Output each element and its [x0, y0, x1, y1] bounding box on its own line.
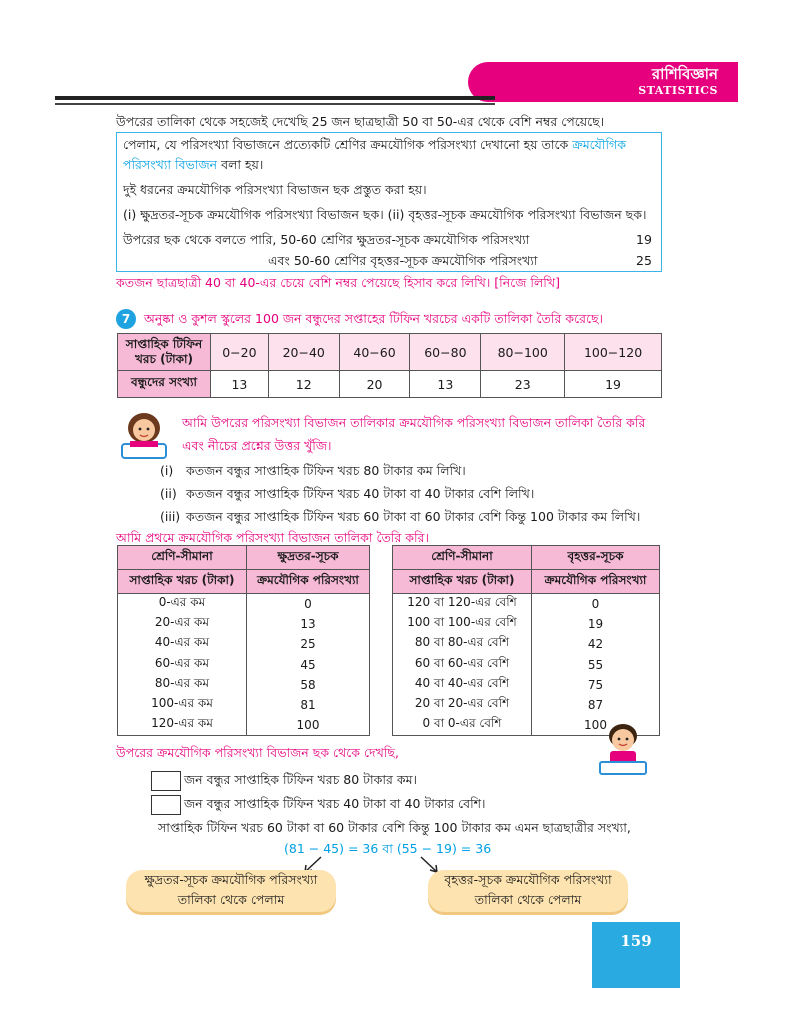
header-rule-thin — [55, 103, 495, 105]
table-cell: 100 বা 100-এর বেশি — [393, 614, 532, 634]
chapter-title-en: STATISTICS — [638, 84, 718, 97]
column-header: বৃহত্তর-সূচক — [532, 546, 660, 570]
table-cell: 75 — [532, 675, 660, 695]
column-header: ক্রমযৌগিক পরিসংখ্যা — [247, 570, 370, 594]
table-cell: 0-এর কম — [118, 594, 247, 615]
table-cell: 40 বা 40-এর বেশি — [393, 675, 532, 695]
chapter-title-bn: রাশিবিজ্ঞান — [651, 65, 718, 83]
table-row-label: বন্ধুদের সংখ্যা — [118, 371, 211, 398]
column-header: সাপ্তাহিক খরচ (টাকা) — [118, 570, 247, 594]
question-num-2: (ii) — [160, 486, 177, 501]
table-cell: 60-এর কম — [118, 655, 247, 675]
blank-line-1: জন বন্ধুর সাপ্তাহিক টিফিন খরচ 80 টাকার কম। — [184, 772, 417, 787]
definition-line-1: পেলাম, যে পরিসংখ্যা বিভাজনে প্রত্যেকটি শ্রেণির ক্রমযৌগিক পরিসংখ্যা দেখানো হয় তাকে ক্রমযৌগিক — [123, 137, 626, 152]
count-cell: 13 — [211, 371, 269, 398]
table-cell: 87 — [532, 695, 660, 715]
question-text-1: কতজন বন্ধুর সাপ্তাহিক টিফিন খরচ 80 টাকার কম লিখি। — [186, 463, 466, 478]
boy-reading-illustration — [592, 718, 654, 778]
seen-line: উপরের ক্রমযৌগিক পরিসংখ্যা বিভাজন ছক থেকে দেখছি, — [116, 745, 399, 760]
blank-answer-box-1[interactable] — [151, 771, 181, 791]
question-line: কতজন ছাত্রছাত্রী 40 বা 40-এর চেয়ে বেশি নম্বর পেয়েছে হিসাব করে লিখি। [নিজে লিখি] — [116, 275, 560, 290]
table-cell: 81 — [247, 695, 370, 715]
column-header: শ্রেণি-সীমানা — [118, 546, 247, 570]
table-cell: 100 — [247, 715, 370, 736]
count-line: সাপ্তাহিক টিফিন খরচ 60 টাকা বা 60 টাকার বেশি কিন্তু 100 টাকার কম এমন ছাত্রছাত্রীর সংখ্যা, — [158, 820, 631, 835]
table-cell: 100-এর কম — [118, 695, 247, 715]
table-cell: 100 — [532, 715, 660, 736]
blank-answer-box-2[interactable] — [151, 795, 181, 815]
class-cell: 40−60 — [339, 334, 410, 371]
table-cell: 25 — [247, 634, 370, 654]
cumulative-heading: আমি প্রথমে ক্রমযৌগিক পরিসংখ্যা বিভাজন তালিকা তৈরি করি। — [116, 530, 429, 545]
count-cell: 12 — [268, 371, 339, 398]
table-row-label: সাপ্তাহিক টিফিন খরচ (টাকা) — [118, 334, 211, 371]
intro-text: উপরের তালিকা থেকে সহজেই দেখেছি 25 জন ছাত্রছাত্রী 50 বা 50-এর থেকে বেশি নম্বর পেয়েছে। — [116, 114, 605, 129]
task-line-1: আমি উপরের পরিসংখ্যা বিভাজন তালিকার ক্রমযৌগিক পরিসংখ্যা বিভাজন তালিকা তৈরি করি — [182, 415, 646, 430]
task-line-2: এবং নীচের প্রশ্নের উত্তর খুঁজি। — [182, 438, 332, 453]
table-cell: 55 — [532, 655, 660, 675]
class-cell: 100−120 — [565, 334, 662, 371]
class-cell: 0−20 — [211, 334, 269, 371]
problem-7-text: অনুষ্কা ও কুশল স্কুলের 100 জন বন্ধুদের সপ্তাহের টিফিন খরচের একটি তালিকা তৈরি করেছে। — [144, 311, 604, 326]
column-header: সাপ্তাহিক খরচ (টাকা) — [393, 570, 532, 594]
bubble-right-line-1: বৃহত্তর-সূচক ক্রমযৌগিক পরিসংখ্যা — [444, 872, 612, 887]
table-cell: 42 — [532, 634, 660, 654]
question-text-3: কতজন বন্ধুর সাপ্তাহিক টিফিন খরচ 60 টাকা বা 60 টাকার বেশি কিন্তু 100 টাকার কম লিখি। — [186, 509, 641, 524]
count-cell: 13 — [410, 371, 481, 398]
table-cell: 60 বা 60-এর বেশি — [393, 655, 532, 675]
table-cell: 0 বা 0-এর বেশি — [393, 715, 532, 736]
table-cell: 0 — [247, 594, 370, 615]
definition-line-4: (i) ক্ষুদ্রতর-সূচক ক্রমযৌগিক পরিসংখ্যা বিভাজন ছক। (ii) বৃহত্তর-সূচক ক্রমযৌগিক পরিসংখ্যা বিভাজন ছক। — [123, 207, 647, 222]
definition-line-5: উপরের ছক থেকে বলতে পারি, 50-60 শ্রেণির ক্ষুদ্রতর-সূচক ক্রমযৌগিক পরিসংখ্যা — [123, 232, 530, 247]
equation: (81 − 45) = 36 বা (55 − 19) = 36 — [284, 841, 492, 856]
table-cell: 80 বা 80-এর বেশি — [393, 634, 532, 654]
table-cell: 0 — [532, 594, 660, 615]
bubble-left-line-2: তালিকা থেকে পেলাম — [177, 892, 285, 907]
table-cell: 120 বা 120-এর বেশি — [393, 594, 532, 615]
column-header: শ্রেণি-সীমানা — [393, 546, 532, 570]
column-header: ক্ষুদ্রতর-সূচক — [247, 546, 370, 570]
more-than-cumulative-table — [392, 545, 660, 736]
table-cell: 120-এর কম — [118, 715, 247, 736]
bubble-left-line-1: ক্ষুদ্রতর-সূচক ক্রমযৌগিক পরিসংখ্যা — [144, 872, 318, 887]
definition-value-19: 19 — [636, 232, 652, 247]
girl-writing-illustration — [116, 408, 172, 460]
table-cell: 58 — [247, 675, 370, 695]
table-cell: 20 বা 20-এর বেশি — [393, 695, 532, 715]
problem-number-badge: 7 — [116, 309, 136, 329]
table-cell: 20-এর কম — [118, 614, 247, 634]
definition-line-3: দুই ধরনের ক্রমযৌগিক পরিসংখ্যা বিভাজন ছক প্রস্তুত করা হয়। — [123, 182, 427, 197]
bubble-less-than — [126, 870, 336, 912]
count-cell: 20 — [339, 371, 410, 398]
definition-line-2: পরিসংখ্যা বিভাজন বলা হয়। — [123, 157, 264, 172]
less-than-cumulative-table — [117, 545, 370, 736]
table-cell: 13 — [247, 614, 370, 634]
tiffin-frequency-table — [117, 333, 662, 398]
chapter-banner — [468, 62, 738, 102]
page-number: 159 — [592, 922, 680, 988]
table-cell: 19 — [532, 614, 660, 634]
table-cell: 45 — [247, 655, 370, 675]
bubble-more-than — [428, 870, 628, 912]
count-cell: 23 — [481, 371, 565, 398]
question-text-2: কতজন বন্ধুর সাপ্তাহিক টিফিন খরচ 40 টাকা বা 40 টাকার বেশি লিখি। — [186, 486, 535, 501]
class-cell: 60−80 — [410, 334, 481, 371]
count-cell: 19 — [565, 371, 662, 398]
question-num-1: (i) — [160, 463, 174, 478]
header-rule — [55, 96, 495, 100]
blank-line-2: জন বন্ধুর সাপ্তাহিক টিফিন খরচ 40 টাকা বা 40 টাকার বেশি। — [184, 796, 486, 811]
question-num-3: (iii) — [160, 509, 181, 524]
table-cell: 40-এর কম — [118, 634, 247, 654]
bubble-right-line-2: তালিকা থেকে পেলাম — [474, 892, 582, 907]
class-cell: 80−100 — [481, 334, 565, 371]
definition-value-25: 25 — [636, 253, 652, 268]
definition-line-6: এবং 50-60 শ্রেণির বৃহত্তর-সূচক ক্রমযৌগিক পরিসংখ্যা — [268, 253, 538, 268]
table-cell: 80-এর কম — [118, 675, 247, 695]
column-header: ক্রমযৌগিক পরিসংখ্যা — [532, 570, 660, 594]
class-cell: 20−40 — [268, 334, 339, 371]
